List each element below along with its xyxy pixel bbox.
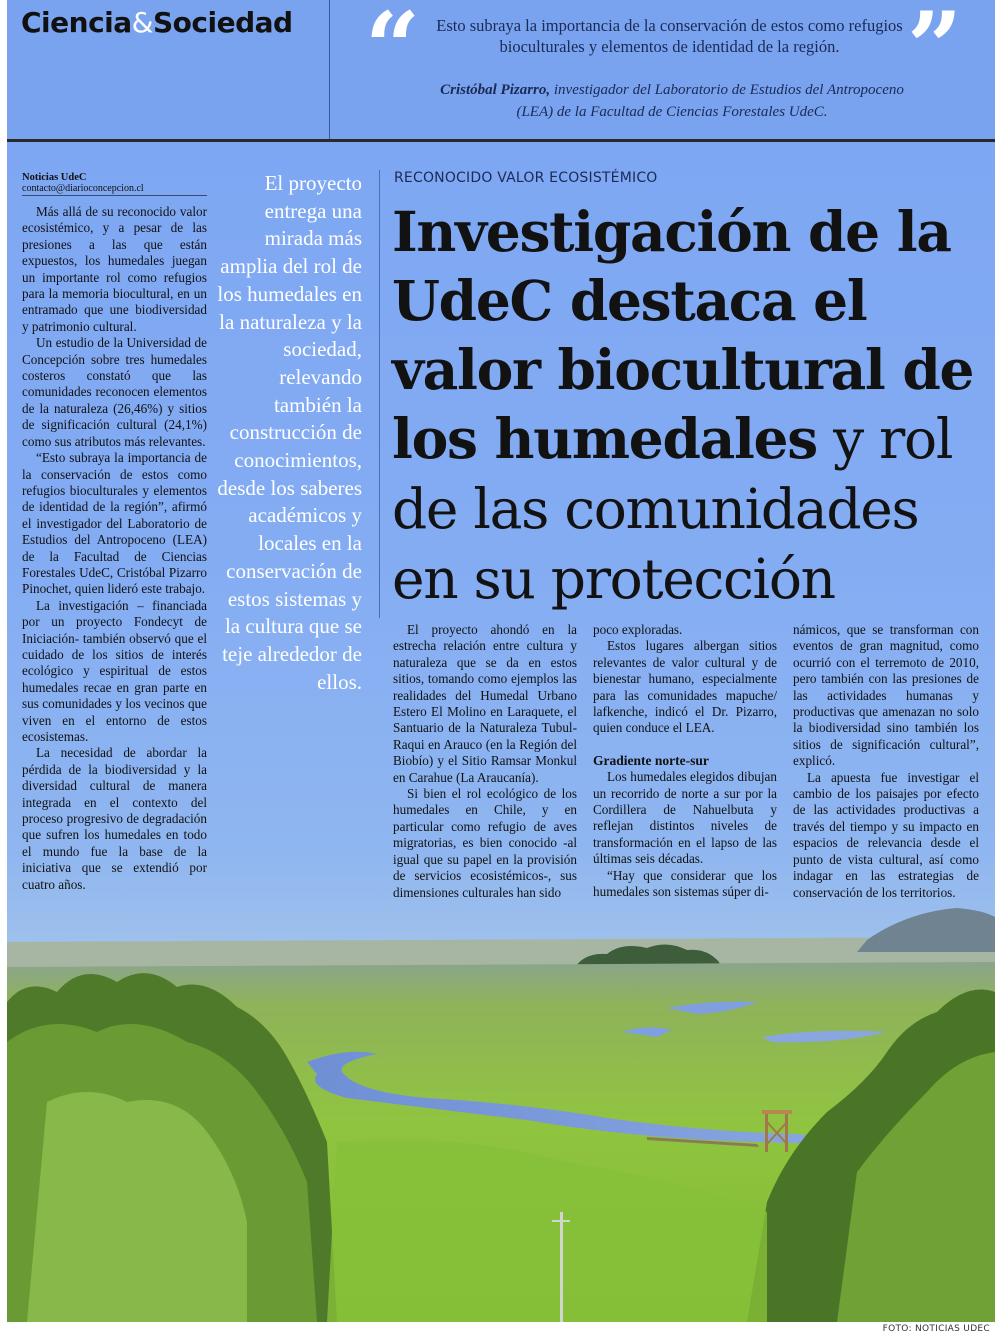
paragraph: Si bien el rol ecológico de los humedales en Chile, y en particular como refugio de aves migratorias, es bien conocido -al igual que su papel en la provisión de servicios ecosistémicos-, sus dimensiones culturales han sido — [393, 786, 577, 900]
text-column-1 — [22, 204, 207, 893]
header-band — [7, 0, 995, 142]
kicker: RECONOCIDO VALOR ECOSISTÉMICO — [394, 170, 658, 186]
section-title: Ciencia&Sociedad — [21, 6, 293, 39]
byline — [22, 172, 207, 196]
paragraph: “Esto subraya la importancia de la conservación de estos como refugios bioculturales y elementos de identidad de la región”, afirmó el investigador del Laboratorio de Estudios del Antropoceno (LEA) de la Facultad de Ciencias Forestales UdeC, Cristóbal Pizarro Pinochet, quien lideró este trabajo. — [22, 450, 207, 597]
headline-light: y rol de las comunidades en su protección — [392, 407, 953, 611]
column-divider — [379, 170, 380, 618]
paragraph: La necesidad de abordar la pérdida de la biodiversidad y la diversidad cultural de manera integrada en el contexto del proceso progresivo de degradación que sufren los humedales en todo el mundo fue la base de la iniciativa que se extendió por cuatro años. — [22, 745, 207, 892]
byline-author: Noticias UdeC — [22, 172, 87, 183]
byline-email-link[interactable]: contacto@diarioconcepcion.cl — [22, 183, 144, 194]
text-column-4 — [793, 622, 979, 901]
paragraph: La apuesta fue investigar el cambio de los paisajes por efecto de las actividades productivas a través del tiempo y su impacto en espacios de relevancia desde el punto de vista cultural, así como indagar en las estrategias de conservación de los territorios. — [793, 769, 979, 900]
wetland-landscape-photo — [7, 882, 995, 1322]
headline-bold: Investigación de la UdeC destaca el valor biocultural de los humedales — [392, 199, 974, 471]
paragraph: La investigación – financiada por un proyecto Fondecyt de Iniciación- también observó que el cuidado de los sitios de interés ecológico y espiritual de estos humedales recae en gran parte en sus comunidades y los vecinos que viven en el entorno de estos ecosistemas. — [22, 597, 207, 744]
header-divider — [329, 0, 330, 139]
pull-quote: El proyecto entrega una mirada más amplia del rol de los humedales en la naturaleza y la sociedad, relevando también la construcción de conocimientos, desde los saberes académicos y locales en la conservación de estos sistemas y la cultura que se teje alrededor de ellos. — [217, 171, 362, 694]
text-column-2 — [393, 622, 577, 901]
attribution-name: Cristóbal Pizarro, — [440, 82, 551, 98]
header-attribution — [432, 79, 912, 123]
paragraph-continued: námicos, que se transforman con eventos de gran magnitud, como ocurrió con el terremoto de 2010, pero también con las presiones de las actividades humanas y productivas que amenazan no solo la biodiversidad sino también los sitios de significación cultural”, explicó. — [793, 622, 979, 769]
headline — [392, 197, 992, 614]
header-quote: Esto subraya la importancia de la conservación de estos como refugios bioculturales y elementos de identidad de la región. — [436, 16, 903, 56]
paragraph: Los humedales elegidos dibujan un recorrido de norte a sur por la Cordillera de Nahuelbuta y reflejan distintos niveles de transformación en el lapso de las últimas seis décadas. — [593, 769, 777, 867]
attribution-role: investigador del Laboratorio de Estudios del Antropoceno (LEA) de la Facultad de Ciencias Forestales UdeC. — [516, 82, 904, 120]
paragraph: El proyecto ahondó en la estrecha relación entre cultura y naturaleza que se da en estos sitios, tomando como ejemplos las realidades del Humedal Urbano Estero El Molino en Laraquete, el Santuario de la Naturaleza Tubul-Raqui en Arauco (en la Región del Biobío) y el Sitio Ramsar Monkul en Carahue (La Araucanía). — [393, 622, 577, 785]
paragraph: Estos lugares albergan sitios relevantes de valor cultural y de bienestar humano, especialmente para las comunidades mapuche/ lafkenche, indicó el Dr. Pizarro, quien conduce el LEA. — [593, 638, 777, 736]
open-quote-icon: “ — [365, 0, 421, 104]
section-title-ampersand: & — [131, 6, 154, 39]
subheading: Gradiente norte-sur — [593, 752, 709, 768]
paragraph: Más allá de su reconocido valor ecosistémico, y a pesar de las presiones a las que están expuestos, los humedales juegan un importante rol como refugios para la memoria biocultural, en un entramado que une biodiversidad y patrimonio cultural. — [22, 204, 207, 334]
close-quote-icon: ” — [907, 0, 963, 104]
paragraph: Un estudio de la Universidad de Concepción sobre tres humedales costeros constató que las comunidades reconocen elementos de la naturaleza (26,46%) y sitios de significación cultural (24,1%) como sus atributos más relevantes. — [22, 335, 207, 449]
article-body — [7, 142, 995, 1322]
paragraph-continued: poco exploradas. — [593, 622, 683, 637]
paragraph: “Hay que considerar que los humedales son sistemas súper di- — [593, 867, 777, 900]
text-column-3 — [593, 622, 777, 901]
photo-credit: FOTO: NOTICIAS UDEC — [882, 1324, 990, 1334]
